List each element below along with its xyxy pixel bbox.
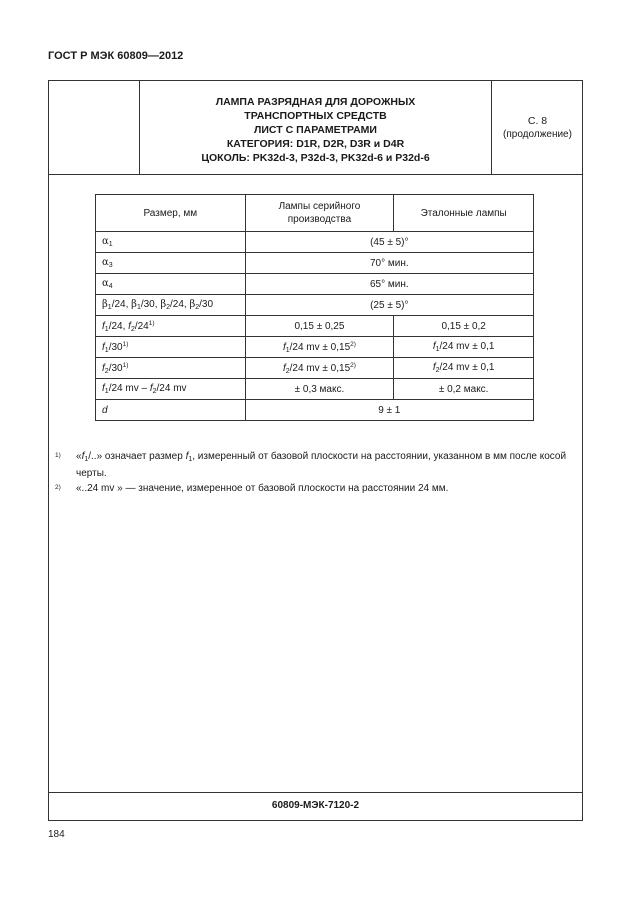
footer-divider xyxy=(48,792,583,793)
title-line: ЛАМПА РАЗРЯДНАЯ ДЛЯ ДОРОЖНЫХ xyxy=(215,96,416,108)
row-serial: ± 0,3 макс. xyxy=(245,379,394,400)
header-serial: Лампы серийного производства xyxy=(245,195,394,232)
row-serial: 0,15 ± 0,25 xyxy=(245,316,394,337)
row-reference: ± 0,2 макс. xyxy=(394,379,534,400)
table-row xyxy=(96,295,534,316)
footnote xyxy=(55,482,575,496)
title-line: ТРАНСПОРТНЫХ СРЕДСТВ xyxy=(244,110,387,122)
sheet-header xyxy=(49,81,582,175)
document-header: ГОСТ Р МЭК 60809—2012 xyxy=(48,50,184,62)
row-label-d: d xyxy=(96,400,246,421)
header-reference: Эталонные лампы xyxy=(394,195,534,232)
footnote-text: , измеренный от базовой плоскости на расстоянии, указанном в мм после косой черты. xyxy=(76,451,567,479)
footnote-marker: 2) xyxy=(55,484,61,491)
row-serial: $f_1/24$ mv ± $0,15^{2)}$ xyxy=(245,337,394,358)
footnote-text: /..» означает размер xyxy=(88,451,186,462)
row-label-alpha3: $\alpha_3$ xyxy=(96,253,246,274)
row-label-f2-30: $f_2/30^{1)}$ xyxy=(96,358,246,379)
reference-value: /24 mv ± 0,1 xyxy=(439,362,495,373)
footnote-text: «..24 mv » — значение, измеренное от базовой плоскости на расстоянии 24 мм. xyxy=(76,483,449,494)
title-line: ЛИСТ С ПАРАМЕТРАМИ xyxy=(254,124,377,136)
table-row xyxy=(96,274,534,295)
header-right-cell xyxy=(491,81,583,174)
table-row xyxy=(96,379,534,400)
serial-value: /24 mv ± 0,15 xyxy=(289,341,351,353)
parameters-table xyxy=(95,194,534,421)
row-label-f1-30: $f_1/30^{1)}$ xyxy=(96,337,246,358)
row-reference: 0,15 ± 0,2 xyxy=(394,316,534,337)
table-row xyxy=(96,337,534,358)
footnotes xyxy=(55,450,575,497)
row-reference: $f_2/24$ mv ± 0,1 xyxy=(394,358,534,379)
sheet-title xyxy=(140,95,491,165)
footnote-marker: 1) xyxy=(55,452,61,459)
row-label-alpha1: $\alpha_1$ xyxy=(96,232,246,253)
header-left-cell xyxy=(49,81,140,174)
footer-code: 60809-МЭК-7120-2 xyxy=(271,800,360,811)
table-header-row xyxy=(96,195,534,232)
page-number: 184 xyxy=(48,829,65,840)
row-label-alpha4: $\alpha_4$ xyxy=(96,274,246,295)
row-serial: $f_2/24$ mv ± $0,15^{2)}$ xyxy=(245,358,394,379)
header-size: Размер, мм xyxy=(96,195,246,232)
sheet-page: С. 8 xyxy=(527,115,548,127)
footnote: 1) «$f_1/$..» означает размер $f_1$, измеренный от базовой плоскости на расстоянии, указанном в мм после косой черты. xyxy=(55,451,567,479)
row-value: 9 ± 1 xyxy=(245,400,533,421)
row-value: (25 ± 5)° xyxy=(245,295,533,316)
title-line: ЦОКОЛЬ: PK32d-3, P32d-3, PK32d-6 и P32d-6 xyxy=(201,152,430,164)
table-row xyxy=(96,232,534,253)
table-row xyxy=(96,253,534,274)
row-value: 70° мин. xyxy=(245,253,533,274)
sheet-continuation: (продолжение) xyxy=(503,129,572,140)
footnote-text: « xyxy=(76,451,82,462)
row-label-fdiff: $f_1/24$ mv – $f_2/24$ mv xyxy=(96,379,246,400)
reference-value: /24 mv ± 0,1 xyxy=(439,341,495,352)
table-row xyxy=(96,400,534,421)
row-reference: $f_1/24$ mv ± 0,1 xyxy=(394,337,534,358)
row-label-beta: $\beta_1/24$, $\beta_1/30$, $\beta_2/24$, $\beta_2/30$ xyxy=(96,295,246,316)
row-label-f24: $f_1/24$, $f_2/24^{1)}$ xyxy=(96,316,246,337)
table-row xyxy=(96,358,534,379)
title-line: КАТЕГОРИЯ: D1R, D2R, D3R и D4R xyxy=(226,138,405,150)
row-value: (45 ± 5)° xyxy=(245,232,533,253)
table-row xyxy=(96,316,534,337)
serial-value: /24 mv ± 0,15 xyxy=(289,362,351,374)
row-value: 65° мин. xyxy=(245,274,533,295)
